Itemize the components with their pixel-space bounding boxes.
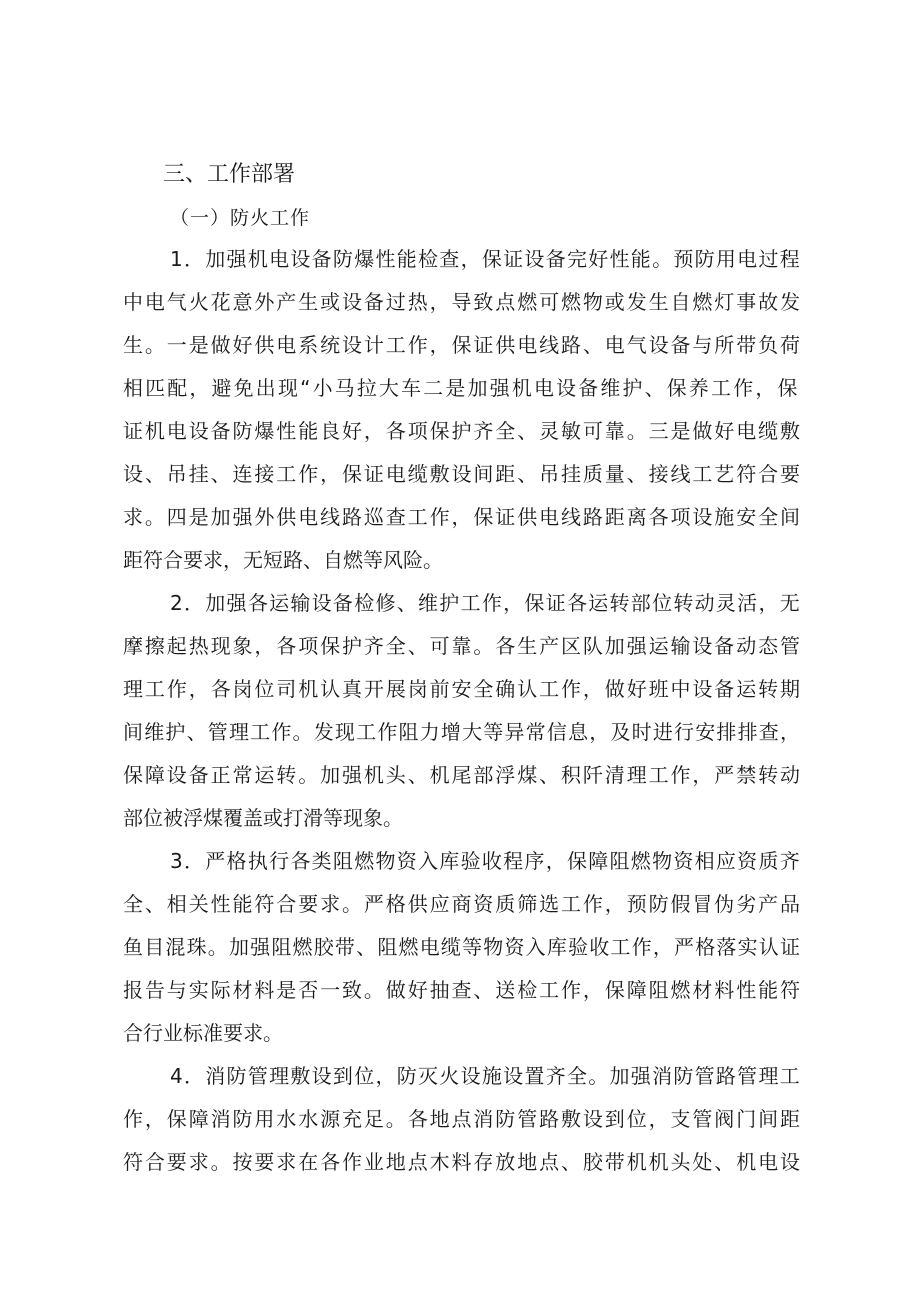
paragraph-2-line-6: 部位被浮煤覆盖或打滑等现象。 [123, 806, 403, 830]
paragraph-2-line-2: 摩擦起热现象，各项保护齐全、可靠。各生产区队加强运输设备动态管 [123, 634, 802, 658]
section-heading: 三、工作部署 [163, 162, 296, 187]
paragraph-1-line-6: 设、吊挂、连接工作，保证电缆敷设间距、吊挂质量、接线工艺符合要 [123, 462, 802, 486]
paragraph-3-line-5: 合行业标准要求。 [123, 1021, 283, 1045]
paragraph-1-line-3: 生。一是做好供电系统设计工作，保证供电线路、电气设备与所带负荷 [123, 333, 802, 357]
paragraph-1-line-4: 相匹配，避免出现“小马拉大车二是加强机电设备维护、保养工作，保 [123, 376, 800, 400]
paragraph-2-line-5: 保障设备正常运转。加强机头、机尾部浮煤、积阡清理工作，严禁转动 [123, 763, 802, 787]
paragraph-3-line-3: 鱼目混珠。加强阻燃胶带、阻燃电缆等物资入库验收工作，严格落实认证 [123, 935, 802, 959]
paragraph-2-line-4: 间维护、管理工作。发现工作阻力增大等异常信息，及时进行安排排查， [123, 720, 802, 744]
paragraph-1-line-8: 距符合要求，无短路、自燃等风险。 [123, 548, 443, 572]
paragraph-3-line-1: 3．严格执行各类阻燃物资入库验收程序，保障阻燃物资相应资质齐 [170, 849, 801, 873]
paragraph-1-line-7: 求。四是加强外供电线路巡查工作，保证供电线路距离各项设施安全间 [123, 505, 802, 529]
paragraph-4-line-1: 4．消防管理敷设到位，防灭火设施设置齐全。加强消防管路管理工 [170, 1064, 801, 1088]
paragraph-3-line-4: 报告与实际材料是否一致。做好抽查、送检工作，保障阻燃材料性能符 [123, 978, 802, 1002]
paragraph-1-line-2: 中电气火花意外产生或设备过热，导致点燃可燃物或发生自燃灯事故发 [123, 290, 802, 314]
paragraph-2-line-1: 2．加强各运输设备检修、维护工作，保证各运转部位转动灵活，无 [170, 591, 801, 615]
paragraph-3-line-2: 全、相关性能符合要求。严格供应商资质筛选工作，预防假冒伪劣产品 [123, 892, 802, 916]
paragraph-4-line-2: 作，保障消防用水水源充足。各地点消防管路敷设到位，支管阀门间距 [123, 1107, 802, 1131]
paragraph-1-line-5: 证机电设备防爆性能良好，各项保护齐全、灵敏可靠。三是做好电缆敷 [123, 419, 802, 443]
paragraph-4-line-3: 符合要求。按要求在各作业地点木料存放地点、胶带机机头处、机电设 [123, 1150, 802, 1174]
paragraph-2-line-3: 理工作，各岗位司机认真开展岗前安全确认工作，做好班中设备运转期 [123, 677, 802, 701]
subsection-heading: （一）防火工作 [170, 207, 311, 229]
paragraph-1-line-1: 1．加强机电设备防爆性能检查，保证设备完好性能。预防用电过程 [170, 247, 801, 271]
